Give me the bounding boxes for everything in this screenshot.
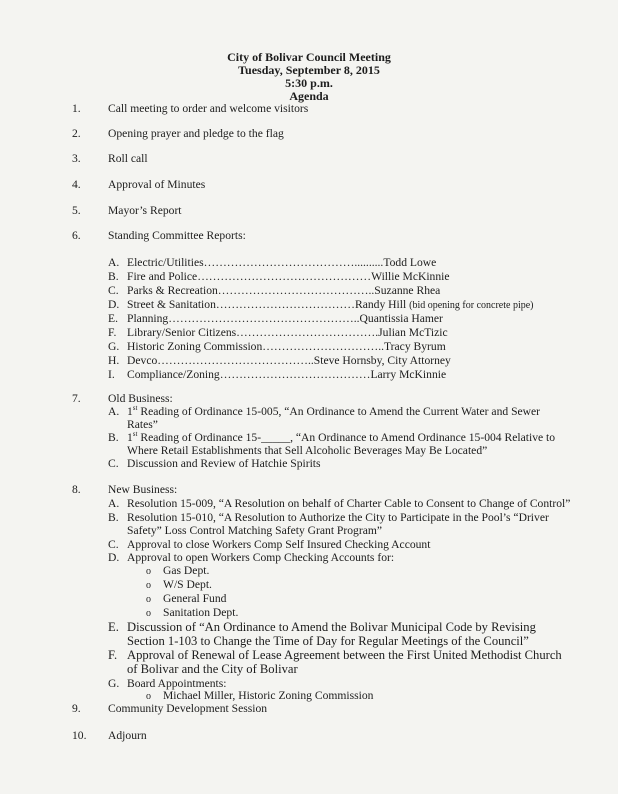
new-business-letter: B. (108, 511, 119, 524)
new-business-text: Board Appointments: (127, 677, 227, 690)
item-number: 9. (72, 702, 81, 715)
item-number: 5. (72, 204, 81, 217)
meeting-date: Tuesday, September 8, 2015 (238, 63, 380, 77)
item-text: Old Business: (108, 392, 173, 405)
meeting-title: City of Bolivar Council Meeting (227, 50, 391, 64)
item-text: Opening prayer and pledge to the flag (108, 127, 284, 140)
committee-letter: E. (108, 312, 118, 325)
new-business-letter: G. (108, 677, 120, 690)
new-business-letter: A. (108, 497, 120, 510)
bullet: o (146, 580, 151, 591)
committee-letter: I. (108, 368, 115, 381)
committee-text: Parks & Recreation…………………………………..Suzanne Rhea (127, 284, 441, 297)
old-business-line: Where Retail Establishments that Sell Alcoholic Beverages May Be Located” (127, 444, 488, 457)
item-text: Standing Committee Reports: (108, 229, 246, 242)
bullet: o (146, 691, 151, 702)
item-number: 4. (72, 178, 81, 191)
committee-text: Fire and Police………………………………………Willie McKinnie (127, 270, 450, 283)
item-text: Mayor’s Report (108, 204, 182, 217)
new-business-text: Approval to open Workers Comp Checking Accounts for: (127, 551, 395, 564)
committee-chair: Street & Sanitation………………………………Randy Hill (127, 298, 407, 311)
item-number: 2. (72, 127, 81, 140)
old-business-text (127, 405, 540, 418)
committee-text: Library/Senior Citizens……………………………….Julian McTizic (127, 326, 448, 339)
new-business-letter: F. (108, 648, 118, 662)
committee-letter: D. (108, 298, 120, 311)
item-text: Roll call (108, 152, 148, 165)
old-business-letter: B. (108, 431, 119, 444)
bullet: o (146, 608, 151, 619)
agenda-header (0, 51, 618, 103)
committee-text: Devco…………………………………..Steve Hornsby, City Attorney (127, 354, 451, 367)
new-business-line: of Bolivar and the City of Bolivar (127, 662, 298, 676)
item-text: Adjourn (108, 729, 147, 742)
committee-letter: H. (108, 354, 120, 367)
item-number: 6. (72, 229, 81, 242)
ordinal-suffix: st (132, 404, 138, 413)
committee-text: Planning…………………………………………..Quantissia Hamer (127, 312, 443, 325)
ordinal-suffix: st (132, 430, 138, 439)
committee-letter: B. (108, 270, 119, 283)
committee-letter: C. (108, 284, 119, 297)
appointment-item: Michael Miller, Historic Zoning Commission (163, 689, 374, 702)
new-business-line: Resolution 15-010, “A Resolution to Authorize the City to Participate in the Pool’s “Driver (127, 511, 549, 524)
old-business-text: Discussion and Review of Hatchie Spirits (127, 457, 321, 470)
new-business-line: Safety” Loss Control Matching Safety Grant Program” (127, 524, 383, 537)
item-number: 8. (72, 483, 81, 496)
ordinal-number: 1 (127, 431, 133, 444)
old-business-line: Reading of Ordinance 15-005, “An Ordinance to Amend the Current Water and Sewer (137, 405, 541, 418)
bullet: o (146, 566, 151, 577)
bullet: o (146, 594, 151, 605)
item-text: Approval of Minutes (108, 178, 206, 191)
new-business-text: Resolution 15-009, “A Resolution on behalf of Charter Cable to Consent to Change of Control” (127, 497, 571, 510)
old-business-line: Rates” (127, 418, 158, 431)
ordinal-number: 1 (127, 405, 133, 418)
new-business-text: Approval to close Workers Comp Self Insured Checking Account (127, 538, 431, 551)
new-business-letter: C. (108, 538, 119, 551)
committee-note: (bid opening for concrete pipe) (409, 300, 534, 311)
new-business-line: Discussion of “An Ordinance to Amend the Bolivar Municipal Code by Revising (127, 620, 536, 634)
committee-letter: F. (108, 326, 117, 339)
old-business-line: Reading of Ordinance 15-_____, “An Ordinance to Amend Ordinance 15-004 Relative to (137, 431, 556, 444)
committee-letter: A. (108, 256, 120, 269)
account-item: W/S Dept. (163, 578, 212, 591)
agenda-heading: Agenda (289, 89, 329, 103)
old-business-text (127, 431, 555, 444)
committee-text: Historic Zoning Commission…………………………..Tracy Byrum (127, 340, 446, 353)
item-text: Call meeting to order and welcome visitors (108, 102, 309, 115)
old-business-letter: A. (108, 405, 120, 418)
item-text: New Business: (108, 483, 178, 496)
item-number: 10. (72, 729, 87, 742)
meeting-time: 5:30 p.m. (285, 76, 333, 90)
old-business-letter: C. (108, 457, 119, 470)
item-number: 7. (72, 392, 81, 405)
committee-text: Electric/Utilities…………………………………..........Todd Lowe (127, 256, 437, 269)
committee-text: Compliance/Zoning…………………………………Larry McKinnie (127, 368, 447, 381)
new-business-letter: E. (108, 620, 119, 634)
account-item: Sanitation Dept. (163, 606, 239, 619)
committee-letter: G. (108, 340, 120, 353)
new-business-letter: D. (108, 551, 120, 564)
committee-text (127, 298, 534, 312)
new-business-line: Approval of Renewal of Lease Agreement between the First United Methodist Church (127, 648, 562, 662)
item-number: 1. (72, 102, 81, 115)
account-item: General Fund (163, 592, 227, 605)
new-business-line: Section 1-103 to Change the Time of Day for Regular Meetings of the Council” (127, 634, 529, 648)
account-item: Gas Dept. (163, 564, 210, 577)
item-number: 3. (72, 152, 81, 165)
item-text: Community Development Session (108, 702, 268, 715)
